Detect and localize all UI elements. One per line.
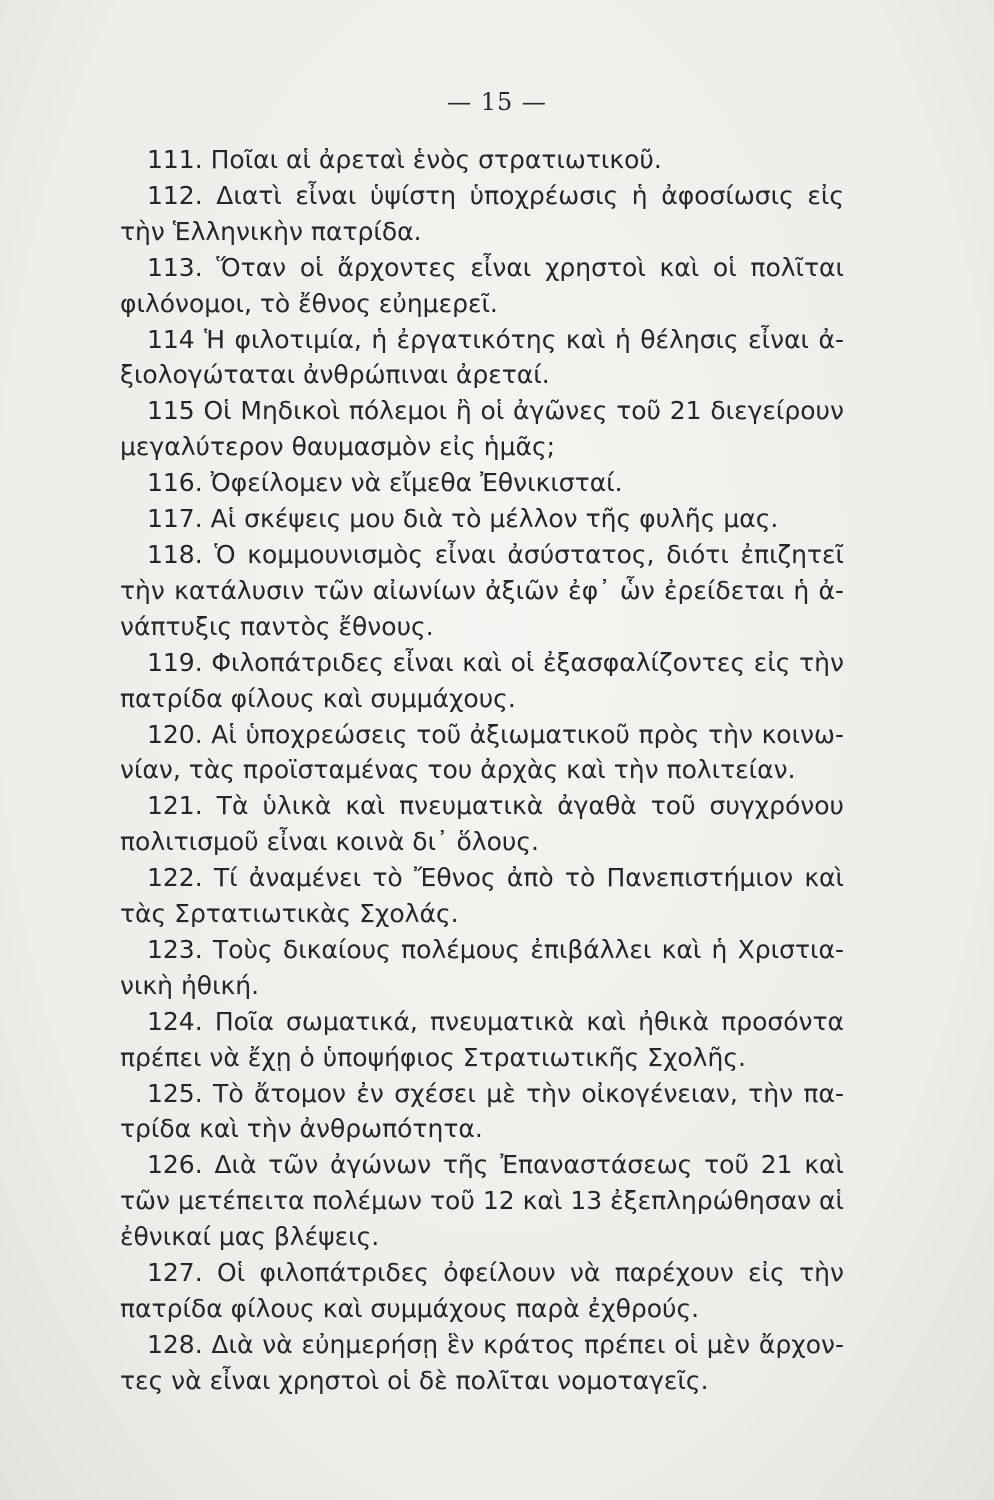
essay-topic-list [120,142,844,1399]
list-item: 126. Διὰ τῶν ἀγώνων τῆς Ἐπαναστάσεως τοῦ 21 καὶ τῶν μετέπειτα πολέμων τοῦ 12 καὶ 13 ἐξεπληρώθησαν αἱ ἐθνικαί μας βλέψεις. [120,1150,844,1252]
list-item: 128. Διὰ νὰ εὐημερήσῃ ἓν κράτος πρέπει οἱ μὲν ἄρχοντες νὰ εἶναι χρηστοὶ οἱ δὲ πολῖται νομοταγεῖς. [120,1329,844,1395]
list-item: 112. Διατὶ εἶναι ὑψίστη ὑποχρέωσις ἡ ἀφοσίωσις εἰς τὴν Ἑλληνικὴν πατρίδα. [120,180,844,246]
list-item: 125. Τὸ ἄτομον ἐν σχέσει μὲ τὴν οἰκογένειαν, τὴν πατρίδα καὶ τὴν ἀνθρωπότητα. [120,1078,844,1144]
list-item: 118. Ὁ κομμουνισμὸς εἶναι ἀσύστατος, διότι ἐπιζητεῖ τὴν κατάλυσιν τῶν αἰωνίων ἀξιῶν ἐφ᾽ ὧν ἐρείδεται ἡ ἀνάπτυξις παντὸς ἔθνους. [120,539,844,641]
list-item: 127. Οἱ φιλοπάτριδες ὀφείλουν νὰ παρέχουν εἰς τὴν πατρίδα φίλους καὶ συμμάχους παρὰ ἐχθρούς. [120,1258,844,1323]
list-item: 115 Οἱ Μηδικοὶ πόλεμοι ἢ οἱ ἀγῶνες τοῦ 21 διεγείρουν μεγαλύτερον θαυμασμὸν εἰς ἡμᾶς; [120,396,844,462]
list-item: 111. Ποῖαι αἱ ἀρεταὶ ἑνὸς στρατιωτικοῦ. [147,145,662,174]
list-item: 117. Αἱ σκέψεις μου διὰ τὸ μέλλον τῆς φυλῆς μας. [147,504,779,534]
list-item: 116. Ὀφείλομεν νὰ εἴμεθα Ἐθνικισταί. [147,468,623,498]
list-item: 120. Αἱ ὑποχρεώσεις τοῦ ἀξιωματικοῦ πρὸς τὴν κοινωνίαν, τὰς προϊσταμένας του ἀρχὰς καὶ τὴν πολιτείαν. [120,719,844,785]
list-item: 123. Τοὺς δικαίους πολέμους ἐπιβάλλει καὶ ἡ Χριστιανικὴ ἠθική. [120,934,844,1000]
list-item: 124. Ποῖα σωματικά, πνευματικὰ καὶ ἠθικὰ προσόντα πρέπει νὰ ἔχῃ ὁ ὑποψήφιος Στρατιωτικῆς Σχολῆς. [120,1006,844,1072]
page-number: — 15 — [447,88,547,116]
list-item: 114 Ἡ φιλοτιμία, ἡ ἐργατικότης καὶ ἡ θέλησις εἶναι ἀξιολογώταται ἀνθρώπιναι ἀρεταί. [120,324,844,390]
list-item: 122. Τί ἀναμένει τὸ Ἔθνος ἀπὸ τὸ Πανεπιστήμιον καὶ τὰς Σρτατιωτικὰς Σχολάς. [120,863,844,929]
list-item: 113. Ὅταν οἱ ἄρχοντες εἶναι χρηστοὶ καὶ οἱ πολῖται φιλόνομοι, τὸ ἔθνος εὐημερεῖ. [120,252,844,318]
list-item: 121. Τὰ ὑλικὰ καὶ πνευματικὰ ἀγαθὰ τοῦ συγχρόνου πολιτισμοῦ εἶναι κοινὰ δι᾽ ὅλους. [120,791,844,857]
list-item: 119. Φιλοπάτριδες εἶναι καὶ οἱ ἐξασφαλίζοντες εἰς τὴν πατρίδα φίλους καὶ συμμάχους. [120,647,844,713]
